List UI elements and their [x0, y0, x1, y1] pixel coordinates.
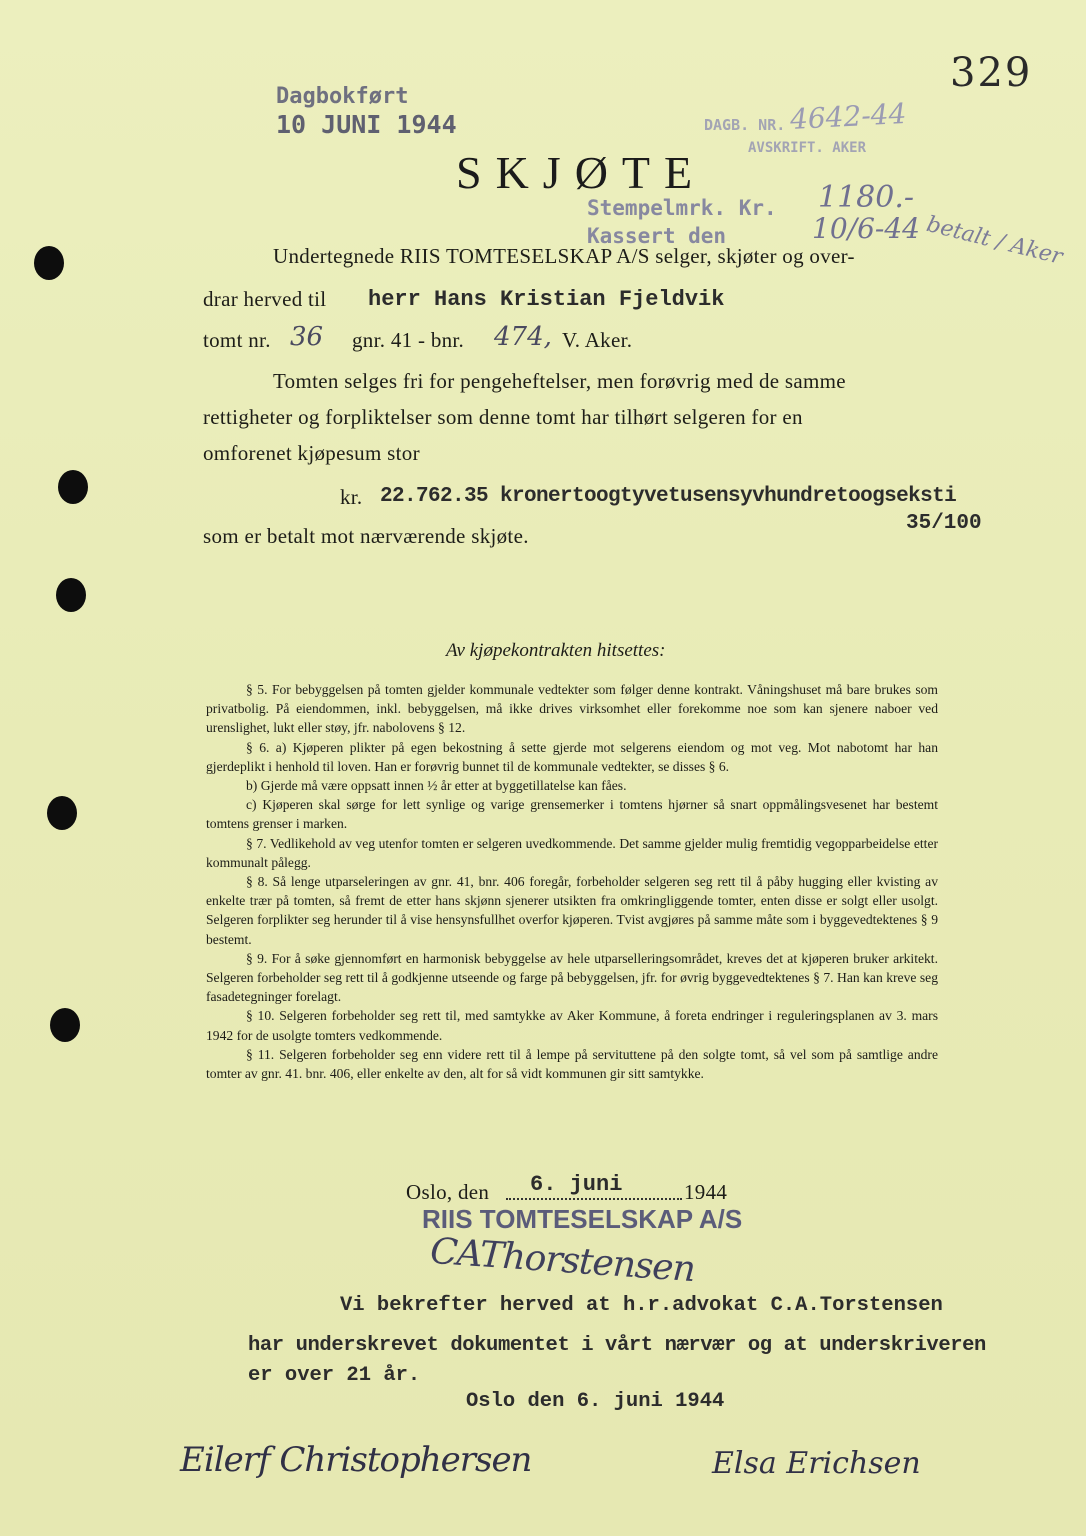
- clause-6b: b) Gjerde må være oppsatt innen ½ år etter at byggetillatelse kan fåes.: [246, 778, 627, 794]
- binder-hole-5: [50, 1008, 80, 1042]
- page-number: 329: [950, 50, 1033, 96]
- witness-date: Oslo den 6. juni 1944: [466, 1390, 725, 1413]
- price-paid-text: som er betalt mot nærværende skjøte.: [203, 524, 529, 548]
- kassert-note: betalt / Aker: [923, 212, 1065, 270]
- terms-line-1: Tomten selges fri for pengeheftelser, men forøvrig med de samme: [273, 369, 846, 393]
- company-stamp: RIIS TOMTESELSKAP A/S: [422, 1204, 743, 1234]
- witness-line-3: er over 21 år.: [248, 1364, 421, 1387]
- dagb-nr-label: DAGB. NR.: [704, 116, 786, 134]
- contract-heading: Av kjøpekontrakten hitsettes:: [446, 640, 666, 661]
- signing-date-dots: [506, 1198, 682, 1200]
- clause-7: § 7. Vedlikehold av veg utenfor tomten er selgeren uvedkommende. Det samme gjelder mulig fremtidig vegopparbeidelse etter kommunalt pålegg.: [206, 835, 938, 870]
- witness-signature-left: Eilerf Christophersen: [180, 1440, 532, 1480]
- kassert-label: Kassert den: [587, 224, 727, 248]
- stempelmerke-label: Stempelmrk. Kr.: [587, 196, 777, 220]
- binder-hole-1: [34, 246, 64, 280]
- clause-9: § 9. For å søke gjennomført en harmonisk bebyggelse av hele utparselleringsområdet, kreves det at kjøperen bruker arkitekt. Selgeren forbeholder seg rett til å godkjenne utseende og farge på bebyggelsen, jfr. for øvrig byggevedtektenes § 7. Han kan kreve seg fasadetegninger forelagt.: [206, 950, 938, 1005]
- contract-clauses: [206, 680, 938, 1083]
- price-fraction: 35/100: [906, 512, 982, 535]
- clause-8: § 8. Så lenge utparseleringen av gnr. 41, bnr. 406 foregår, forbeholder selgeren seg rett til å påby hugging eller kvisting av enkelte trær på tomten, så fremt de etter hans skjønn sjenerer utsikten fra omkringliggende tomter, enten disse er solgt eller usolgt. Selgeren forplikter seg herunder til å vise hensynsfullhet overfor kjøperen. Tvist avgjøres på samme måte som i byggevedtektenes § 9 bestemt.: [206, 874, 938, 947]
- dagbokfort-stamp-date: 10 JUNI 1944: [276, 110, 457, 139]
- intro-line-2-prefix: drar herved til: [203, 287, 327, 311]
- gnr-bnr-text: gnr. 41 - bnr.: [352, 328, 465, 352]
- binder-hole-3: [56, 578, 86, 612]
- dagbokfort-stamp-label: Dagbokført: [276, 84, 409, 109]
- seller-signature: CAThorstensen: [428, 1230, 697, 1291]
- witness-signature-right: Elsa Erichsen: [712, 1446, 921, 1481]
- clause-5: § 5. For bebyggelsen på tomten gjelder kommunale vedtekter som følger denne kontrakt. Våningshuset må bare brukes som privatbolig. På eiendommen, inkl. bebyggelsen, må ikke drives virksomhet eller forekomme noe som kan sjenere naboer ved urenslighet, lukt eller støy, jfr. nabolovens § 12.: [206, 682, 938, 736]
- clause-6a: § 6. a) Kjøperen plikter på egen bekostning å sette gjerde mot selgerens eiendom og mot veg. Mot nabotomt har han gjerdeplikt i henhold til loven. Han er forøvrig bunnet til de kommunale vedtekter, se disses § 6.: [206, 739, 938, 774]
- kassert-value: 10/6-44: [812, 212, 920, 245]
- clause-11: § 11. Selgeren forbeholder seg enn videre rett til å lempe på servituttene på den solgte tomt, så vel som på samtlige andre tomter av gnr. 41. bnr. 406, eller enkelte av den, alt for så vidt kommunen gir sitt samtykke.: [206, 1046, 938, 1082]
- avskrift-stamp: AVSKRIFT. AKER: [748, 140, 867, 156]
- stempelmerke-value: 1180.-: [818, 180, 915, 215]
- binder-hole-2: [58, 470, 88, 504]
- buyer-name: herr Hans Kristian Fjeldvik: [368, 287, 725, 312]
- witness-line-1: Vi bekrefter herved at h.r.advokat C.A.Torstensen: [340, 1294, 943, 1317]
- place-text: V. Aker.: [562, 328, 633, 352]
- signing-date: 6. juni: [530, 1172, 623, 1197]
- document-title: SKJØTE: [456, 147, 707, 198]
- bnr-number: 474,: [494, 322, 552, 352]
- intro-line-1: Undertegnede RIIS TOMTESELSKAP A/S selger, skjøter og over-: [273, 244, 855, 268]
- terms-line-2: rettigheter og forpliktelser som denne tomt har tilhørt selgeren for en: [203, 405, 803, 429]
- signing-year: 1944: [684, 1180, 728, 1204]
- clause-10: § 10. Selgeren forbeholder seg rett til, med samtykke av Aker Kommune, å foreta endringer i reguleringsplanen av 3. mars 1942 for de usolgte tomters vedkommende.: [206, 1008, 938, 1043]
- price-prefix: kr.: [340, 485, 363, 509]
- binder-hole-4: [47, 796, 77, 830]
- signing-place: Oslo, den: [406, 1180, 490, 1204]
- terms-line-3: omforenet kjøpesum stor: [203, 441, 420, 465]
- tomt-number: 36: [290, 322, 324, 352]
- witness-line-2: har underskrevet dokumentet i vårt nærvær og at underskriveren: [248, 1334, 986, 1357]
- clause-6c: c) Kjøperen skal sørge for lett synlige og varige grensemerker i tomtens hjørner så snart oppmålingsvesenet har bestemt tomtens grenser i marken.: [206, 797, 938, 832]
- price-amount: 22.762.35 kronertoogtyvetusensyvhundretoogseksti: [380, 485, 957, 508]
- tomt-prefix: tomt nr.: [203, 328, 271, 352]
- dagb-nr-value: 4642-44: [789, 96, 908, 137]
